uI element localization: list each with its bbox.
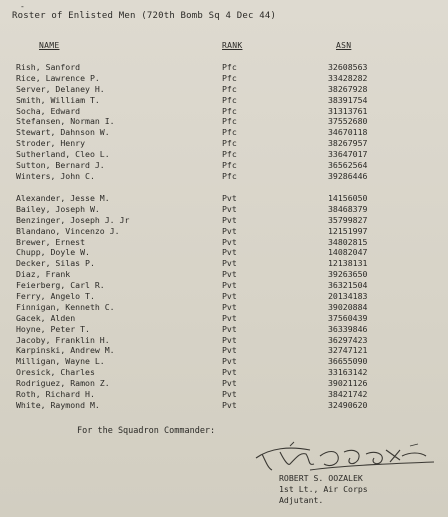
member-name: Rice, Lawrence P.: [16, 72, 100, 83]
member-name: Socha, Edward: [16, 105, 81, 116]
member-asn: 38468379: [328, 203, 368, 214]
roster-row: [0, 160, 448, 171]
member-name: Server, Delaney H.: [16, 83, 105, 94]
member-asn: 34802815: [328, 236, 368, 247]
member-name: Blandano, Vincenzo J.: [16, 225, 120, 236]
member-rank: Pvt: [222, 367, 237, 378]
roster-row: [0, 302, 448, 313]
roster-group-pvt: [0, 193, 448, 411]
roster-row: [0, 193, 448, 204]
member-name: Decker, Silas P.: [16, 258, 95, 269]
member-asn: 39263650: [328, 269, 368, 280]
roster-row: [0, 269, 448, 280]
member-rank: Pfc: [222, 94, 237, 105]
member-rank: Pvt: [222, 399, 237, 410]
member-rank: Pvt: [222, 193, 237, 203]
roster-row: [0, 84, 448, 95]
member-rank: Pvt: [222, 345, 237, 356]
member-rank: Pvt: [222, 269, 237, 280]
member-asn: 31313761: [328, 105, 368, 116]
roster-row: [0, 237, 448, 248]
member-name: Finnigan, Kenneth C.: [16, 301, 115, 312]
member-name: Feierberg, Carl R.: [16, 280, 105, 291]
roster-row: [0, 138, 448, 149]
member-name: Gacek, Alden: [16, 312, 76, 323]
member-name: Sutherland, Cleo L.: [16, 149, 110, 160]
member-asn: 36655090: [328, 356, 368, 367]
member-name: Milligan, Wayne L.: [16, 356, 105, 367]
member-asn: 12151997: [328, 225, 368, 236]
member-name: Stefansen, Norman I.: [16, 116, 115, 127]
roster-row: [0, 356, 448, 367]
member-name: Diaz, Frank: [16, 269, 71, 280]
member-asn: 33163142: [328, 367, 368, 378]
roster-row: [0, 215, 448, 226]
member-name: Sutton, Bernard J.: [16, 160, 105, 171]
column-header-rank: RANK: [222, 41, 243, 50]
member-name: Stewart, Dahnson W.: [16, 127, 110, 138]
member-asn: 38267928: [328, 83, 368, 94]
member-rank: Pvt: [222, 258, 237, 269]
member-asn: 33647017: [328, 149, 368, 160]
member-asn: 35799827: [328, 214, 368, 225]
roster-row: [0, 345, 448, 356]
member-rank: Pfc: [222, 116, 237, 127]
roster-row: [0, 400, 448, 411]
member-rank: Pfc: [222, 138, 237, 149]
member-rank: Pvt: [222, 280, 237, 291]
member-name: Bailey, Joseph W.: [16, 203, 100, 214]
member-asn: 20134183: [328, 291, 368, 302]
member-rank: Pfc: [222, 127, 237, 138]
member-rank: Pvt: [222, 236, 237, 247]
member-rank: Pfc: [222, 149, 237, 160]
member-asn: 36562564: [328, 160, 368, 171]
member-rank: Pfc: [222, 62, 237, 72]
column-header-asn: ASN: [336, 41, 352, 50]
member-name: Oresick, Charles: [16, 367, 95, 378]
roster-title: Roster of Enlisted Men (720th Bomb Sq 4 Dec 44): [12, 11, 277, 21]
member-asn: 37560439: [328, 312, 368, 323]
roster-row: [0, 62, 448, 73]
member-name: Ferry, Angelo T.: [16, 291, 95, 302]
member-rank: Pfc: [222, 160, 237, 171]
member-asn: 39021126: [328, 378, 368, 389]
member-name: Rish, Sanford: [16, 62, 81, 72]
member-rank: Pvt: [222, 225, 237, 236]
member-name: White, Raymond M.: [16, 399, 100, 410]
stray-mark: -: [20, 2, 25, 11]
roster-row: [0, 280, 448, 291]
member-name: Smith, William T.: [16, 94, 100, 105]
roster-row: [0, 127, 448, 138]
roster-row: [0, 106, 448, 117]
roster-row: [0, 73, 448, 84]
member-asn: 39020884: [328, 301, 368, 312]
member-asn: 38391754: [328, 94, 368, 105]
member-asn: 32490620: [328, 399, 368, 410]
member-rank: Pvt: [222, 389, 237, 400]
signer-rank: 1st Lt., Air Corps: [279, 483, 368, 494]
roster-row: [0, 95, 448, 106]
member-name: Rodriguez, Ramon Z.: [16, 378, 110, 389]
member-asn: 39286446: [328, 170, 368, 181]
member-name: Benzinger, Joseph J. Jr: [16, 214, 130, 225]
member-asn: 14156050: [328, 193, 368, 203]
member-name: Chupp, Doyle W.: [16, 247, 90, 258]
signature-block: [279, 473, 368, 505]
roster-row: [0, 367, 448, 378]
member-asn: 32747121: [328, 345, 368, 356]
column-header-name: NAME: [39, 41, 60, 50]
roster-row: [0, 116, 448, 127]
member-asn: 36339846: [328, 323, 368, 334]
roster-row: [0, 171, 448, 182]
member-rank: Pfc: [222, 170, 237, 181]
roster-row: [0, 313, 448, 324]
member-asn: 36297423: [328, 334, 368, 345]
member-rank: Pvt: [222, 356, 237, 367]
member-name: Alexander, Jesse M.: [16, 193, 110, 203]
member-rank: Pfc: [222, 72, 237, 83]
member-name: Jacoby, Franklin H.: [16, 334, 110, 345]
roster-row: [0, 149, 448, 160]
member-asn: 32608563: [328, 62, 368, 72]
member-asn: 34670118: [328, 127, 368, 138]
member-rank: Pvt: [222, 323, 237, 334]
signer-title: Adjutant.: [279, 494, 324, 505]
roster-row: [0, 378, 448, 389]
member-asn: 12138131: [328, 258, 368, 269]
squadron-commander-line: For the Squadron Commander:: [77, 426, 216, 436]
roster-row: [0, 226, 448, 237]
member-asn: 38267957: [328, 138, 368, 149]
member-name: Karpinski, Andrew M.: [16, 345, 115, 356]
member-rank: Pvt: [222, 247, 237, 258]
roster-row: [0, 291, 448, 302]
signer-name: ROBERT S. OOZALEK: [279, 473, 363, 483]
member-rank: Pvt: [222, 301, 237, 312]
member-rank: Pvt: [222, 378, 237, 389]
member-rank: Pvt: [222, 334, 237, 345]
member-asn: 38421742: [328, 389, 368, 400]
roster-row: [0, 204, 448, 215]
member-asn: 14082047: [328, 247, 368, 258]
member-name: Brewer, Ernest: [16, 236, 86, 247]
member-asn: 33428282: [328, 72, 368, 83]
member-rank: Pvt: [222, 214, 237, 225]
roster-row: [0, 324, 448, 335]
member-rank: Pfc: [222, 83, 237, 94]
roster-row: [0, 389, 448, 400]
roster-group-pfc: [0, 62, 448, 182]
member-name: Roth, Richard H.: [16, 389, 95, 400]
roster-row: [0, 335, 448, 346]
member-name: Winters, John C.: [16, 170, 95, 181]
member-rank: Pfc: [222, 105, 237, 116]
member-name: Hoyne, Peter T.: [16, 323, 90, 334]
member-name: Stroder, Henry: [16, 138, 86, 149]
member-rank: Pvt: [222, 291, 237, 302]
member-asn: 36321504: [328, 280, 368, 291]
roster-row: [0, 258, 448, 269]
member-rank: Pvt: [222, 312, 237, 323]
member-rank: Pvt: [222, 203, 237, 214]
member-asn: 37552680: [328, 116, 368, 127]
roster-row: [0, 247, 448, 258]
